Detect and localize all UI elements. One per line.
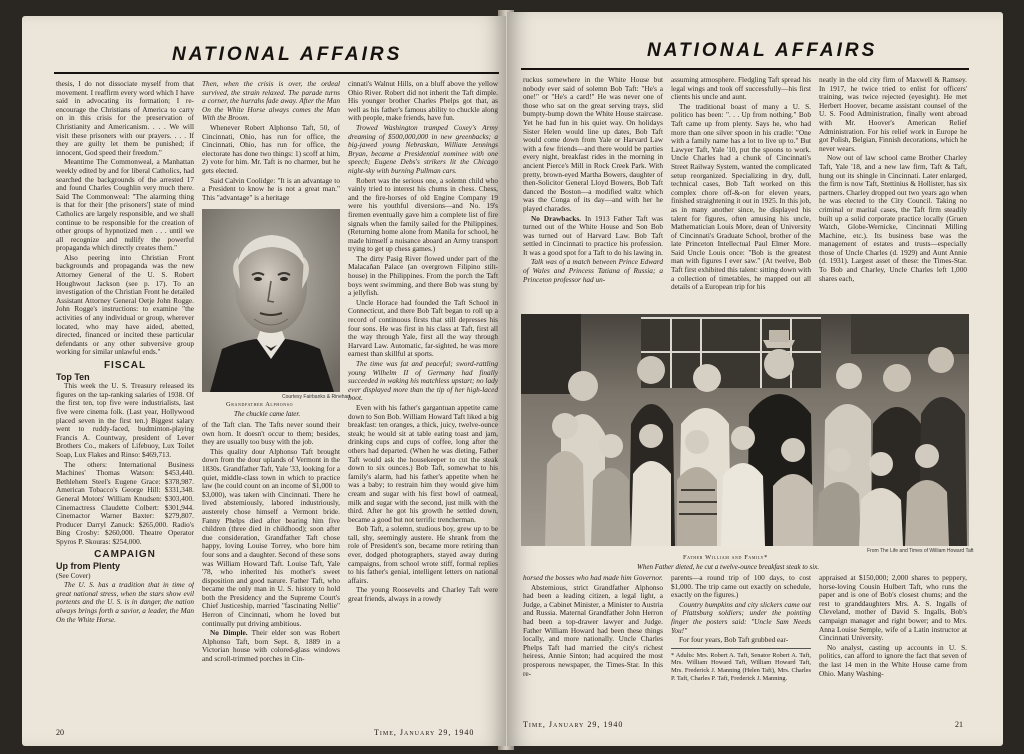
paragraph: Also peering into Christian Front backgrounds and propaganda was the new Attorney General of the U. S. Robert Houghwout Jackson (see p. 17). To an investigation of the Christian Front he detailed Assistant Attorney General Oetje John Rogge. John Rogge's instructions: to examine "the activities of any individual or group, wherever located, who may have aided, abetted, directed, financed or incited these particular defendants or any other subversive group working for similar unlawful ends."	[56, 252, 194, 357]
paragraph: Country bumpkins and city slickers came out of Plattsburg soldiers; under the pointing finger the posters said: "Uncle Sam Needs You!"	[671, 599, 811, 635]
paragraph: Robert was the serious one, a solemn child who vainly tried to interest his chums in chess. Chess, and the fire-horses of old Engine Company 19 were his youthful diversions—and No. 19's firemen eventually gave him a complete list of fire signals when the family sailed for the Philippines. (Returning home alone from Manila for school, he made himself a nuisance aboard an Army transport trying to get up chess games.)	[348, 175, 498, 254]
right-column-3	[819, 76, 967, 312]
paragraph: The time was fat and peaceful; sword-rattling young Wilhelm II of Germany had finally succeeded in waking his matchless upstart; no lady ever displayed more than the tip of her high-laced boot.	[348, 359, 498, 403]
paragraph: appraised at $150,000; 2,000 shares to peppery, horse-loving Cousin Hulbert Taft, who runs the paper and is one of Bob's closest chums; and the rest to granddaughters Mrs. A. S. Ingalls of Cleveland, mother of David S. Ingalls, Bob's campaign manager and right bower; and to Mrs. Anna Louise Semple, wife of a Latin instructor at Cincinnati University.	[819, 574, 967, 643]
section-heading-fiscal: FISCAL	[103, 360, 147, 371]
paragraph: Now out of law school came Brother Charley Taft, Yale '18, and a new law firm, Taft & Taft, hung out its shingle in Cincinnati. Later enlarged, the firm is now Taft, Stettinius & Hollister, has six partners. Charley dropped out two years ago when he was elected to the City Council. Taking no criminal or marital cases, the Taft firm steadily built up a solid corporate practice locally (Gruen Watch, Globe-Wernicke, Cincinnati Milling Machine, etc.). Its business base was the management of estates and trusts—especially those of Uncle Charles (d. 1929) and Aunt Annie (d. 1931). Largest asset of these: the Times-Star. To Bob and Charley, Uncle Charles left 1,000 shares each,	[819, 153, 967, 283]
page-number: 20	[56, 728, 64, 737]
paragraph: thesis, I do not dissociate myself from that movement. I reaffirm every word which I have said in advocating its formation; I re-encourage the Christians of America to carry on in this crisis for the preservation of Christianity and Americanism. . . . We will visit these prisoners with our prayers. . . . If they are guilty let them be punished; if innocent, God speed their freedom."	[56, 80, 194, 157]
paragraph: Then, when the crisis is over, the ordeal survived, the strain relaxed. The parade turns a corner, the hurrahs fade away. After the Man On the White Horse always comes the Man With the Broom.	[202, 80, 340, 123]
issue-date: Time, January 29, 1940	[523, 720, 624, 729]
right-column-2	[671, 76, 811, 312]
paragraph: The young Roosevelts and Charley Taft were great friends, always in a rowdy	[348, 585, 498, 604]
paragraph: The others: International Business Machines' Thomas Watson: $453,440. Bethlehem Steel's Eugene Grace: $378,987. American Tobacco's George Hill: $331,348. General Motors' William Knudsen: $303,400. Cinemactress Claudette Colbert: $301,944. Cinemactor Warner Baxter: $279,807. Producer Darryl Zanuck: $265,000. Radio's Bing Crosby: $260,000. Theatre Operator Spyros P. Skouras: $254,000.	[56, 459, 194, 546]
left-column-2-top	[202, 80, 340, 204]
paragraph: of the Taft clan. The Tafts never sound their own horn. It doesn't occur to them; besides, they are usually too busy with the job.	[202, 421, 340, 447]
footnote: * Adults: Mrs. Robert A. Taft, Senator Robert A. Taft, Mrs. William Howard Taft, William Howard Taft, Mrs. Frederick J. Manning (Helen Taft), Mrs. Charles P. Taft, Charles P. Taft, Frederick J. Manning.	[671, 651, 811, 682]
paragraph: cinnati's Walnut Hills, on a bluff above the yellow Ohio River. Robert did not inherit the Taft dimple. His younger brother Charles Phelps got that, as well as his father's famous ability to chuckle along with people, make friends, have fun.	[348, 80, 498, 123]
subheading-top-ten: Top Ten	[56, 371, 90, 382]
paragraph: Meantime The Commonweal, a Manhattan weekly edited by and for liberal Catholics, had searched the backgrounds of the arrested 17 and found Charles Coughlin very much there. Said The Commonweal: "The alarming thing is that for their [the prisoners'] state of mind Catholics are largely responsible, and we shall continue to be responsible for the creation of other groups of hypnotized men . . . until we all recognize and nullify the powerful propaganda which directly creates them."	[56, 157, 194, 253]
paragraph: The dirty Pasig River flowed under part of the Malacañan Palace (an overgrown Filipino stilt-house) in the Philippines. From the porch the Taft boys went swimming, and there Bob was stung by a jellyfish.	[348, 253, 498, 298]
paragraph: Said Calvin Coolidge: "It is an advantage to a President to know he is not a great man." This "advantage" is a heritage	[202, 175, 340, 202]
paragraph: assuming atmosphere. Fledgling Taft spread his legal wings and took off successfully—his first clients his uncle and aunt.	[671, 76, 811, 102]
page-number: 21	[955, 720, 963, 729]
header-rule	[521, 68, 969, 70]
paragraph: horsed the bosses who had made him Governor.	[523, 574, 663, 582]
photo-credit: From The Life and Times of William Howard Taft	[867, 548, 974, 554]
paragraph: Whenever Robert Alphonso Taft, 50, of Cincinnati, Ohio, has run for office, the Cincinnati, Ohio, has run for office, the electorate has done two things: 1) scoff at him, 2) vote for him. Mr. Taft is no charmer, but he gets elected.	[202, 122, 340, 175]
left-column-1	[56, 80, 194, 730]
photo-caption: Father William and Family*	[683, 554, 768, 561]
right-bottom-column-1	[523, 574, 663, 714]
footnote-rule	[671, 648, 811, 649]
family-illustration	[521, 314, 969, 546]
page-header: NATIONAL AFFAIRS	[647, 40, 878, 61]
photo-caption: Grandfather Alphonso	[226, 401, 294, 408]
right-bottom-column-2	[671, 574, 811, 714]
paragraph: Bob Taft, a solemn, studious boy, grew up to be tall, shy, seemingly austere. He shrank from the role of President's son, became more retiring than ever, dodged photographers, stayed away during campaigns, from school wrote stiff, formal replies to his father's genial, intelligent letters on national affairs.	[348, 524, 498, 585]
paragraph: The U. S. has a tradition that in time of great national stress, when the stars show evil portents and the U. S. is in danger, the nation always brings forth a savior, a leader, the Man On the White Horse.	[56, 580, 194, 624]
issue-date: Time, January 29, 1940	[374, 728, 475, 737]
left-column-3	[348, 80, 498, 730]
section-heading-campaign: CAMPAIGN	[94, 549, 156, 561]
paragraph: No Dimple. Their elder son was Robert Alphonso Taft, born Sept. 8, 1889 in a Victorian house with colored-glass windows and scroll-trimmed porches in Cin-	[202, 628, 340, 664]
paragraph: No analyst, casting up accounts in U. S. politics, can afford to ignore the fact that seven of the last 14 men in the White House came from Ohio. Many Washing-	[819, 642, 967, 678]
paragraph: neatly in the old city firm of Maxwell & Ramsey. In 1917, he twice tried to enlist for officers' training, was twice rejected (eyesight). He met Herbert Hoover, became assistant counsel of the U. S. Food Administration, finally went abroad with Mr. Hoover's American Relief Administration. For his relief work in Europe he got Polish, Belgian, Finnish decorations, which he never wears.	[819, 76, 967, 153]
paragraph: ruckus somewhere in the White House but nobody ever said of solemn Bob Taft: "He's a one!" or "He's a card!" He was never one of those who sat on the great serving trays, slid bumpty-bump down the White House staircase. Yet he had fun in his quiet way. On holidays Sister Helen would line up dates, Bob Taft would come down from Yale or Harvard Law with a few friends—and there would be parties every night, breakfast rides in the morning in ancient Pierce's Mill in Rock Creek Park. With pretty, brown-eyed Martha Bowers, daughter of then-Solicitor General Lloyd Bowers, Bob Taft danced the Boston—a modified waltz which was the Conga of its day—and with her he played charades.	[523, 76, 663, 213]
left-page	[22, 16, 506, 746]
subheading-up-from-plenty: Up from Plenty	[56, 561, 121, 572]
paragraph: Trowed Washington tramped Coxey's Army dreaming of $500,000,000 in new greenbacks; a big-jawed young Nebraskan, William Jennings Bryan, became a Presidential nominee with one speech; Eugene Debs's strikers lit the Chicago night-sky with burning Pullman cars.	[348, 122, 498, 175]
paragraph: This week the U. S. Treasury released its figures on the tap-ranking salaries of 1938. Of the first ten, top five were industrialists, last five were cinema folk. (Last year, Hollywood placed seven in the first ten.) Biggest salary went to ruddy-faced, budminton-playing Francis A. Countway, president of Lever Brothers Co., makers of Lifebuoy, Lux Toilet Soap, Lux Flakes and Rinso: $469,713.	[56, 381, 194, 459]
right-bottom-column-3	[819, 574, 967, 714]
paragraph: Abstemious, strict Grandfather Alphonso had been a leading citizen, a legal light, a Judge, a Cabinet Minister, a Minister to Austria and Russia. Maternal Grandfather John Herron had been a top-drawer lawyer and Judge. Father William Howard had been these things locally, and more nationally. Uncle Charles Phelps Taft had married the city's richest heiress, Annie Sinton; had acquired the most prosperous newspaper, the Times-Star. In this re-	[523, 582, 663, 678]
paragraph: The traditional boast of many a U. S. politico has been: ". . . Up from nothing." Bob Taft came up from plenty. Says he, who had more than one silver spoon in his cradle: "One with a family name has a lot to live up to." But Lawyer Taft, Yale '10, put the spoons to work. Uncle Charles had a chunk of Cincinnati's Street Railway System, wanted the complicated setup reorganized. Specializing in dry, dull, technical cases, Bob Taft worked on this complex chore off-&-on for eleven years, finished straightening it out in 1925. In this job, as in many another since, he displayed his talent for figures, often amusing his uncle, Mathematician Louis More, dean of University of Cincinnati's Graduate School, brother of the late Princeton Intellectual Paul Elmer More. Said Uncle Louis once: "Bob is the greatest man with figures I ever saw." (At twelve, Bob Taft first exhibited this talent: sitting down with a collection of timetables, he mapped out all details of a European trip for his	[671, 101, 811, 292]
paragraph: Talk was of a match between Prince Edward of Wales and Princess Tatiana of Russia; a Princeton professor had un-	[523, 257, 663, 284]
paragraph: parents—a round trip of 100 days, to cost $1,000. The trip came out exactly on schedule, exactly on the figures.)	[671, 574, 811, 600]
photo-credit: Courtesy Fairbanks & Rinehart	[282, 394, 351, 400]
run-in-heading: No Drawbacks.	[531, 213, 581, 223]
right-page	[507, 12, 1003, 746]
portrait-illustration	[202, 209, 340, 392]
see-cover-note: (See Cover)	[56, 571, 91, 580]
right-column-1	[523, 76, 663, 312]
portrait-photo	[202, 209, 340, 392]
paragraph: This quality dour Alphonso Taft brought down from the dour uplands of Vermont in the 1830s. Grandfather Taft, Yale '33, looking for a quiet, middle-class town in which to practice law (he could count on an income of $1,000 to $3,000), was taken with Cincinnati. There he lived abstemiously, labored industriously, austerely chose himself a Vermont bride. Fanny Phelps died after bearing him five children (three died in childhood); soon after due consideration, Grandfather Taft chose happy, loving Louise Torrey, who bore him four sons and a daughter. Second of these sons was William Howard Taft. Louise Taft, Yale '78, who inherited his mother's sweet disposition and good nature. Father Taft, who became the only man in U. S. history to hold both the Presidency and the Supreme Court's Chief Justiceship, married "fascinating Nellie" Herron of Cincinnati, whom he loved but continually put driving ambitious.	[202, 446, 340, 628]
photo-caption-italic: When Father dieted, he cut a twelve-ounce breakfast steak to six.	[637, 563, 820, 571]
paragraph: No Drawbacks. In 1913 Father Taft was turned out of the White House and Son Bob was turned out of Harvard Law. Bob Taft settled in Cincinnati to practice his profession. It was a good spot for a Taft to do his lawing in.	[523, 213, 663, 257]
paragraph: Uncle Horace had founded the Taft School in Connecticut, and there Bob Taft began to roll up a record of continuous firsts that still depresses his four sons. He was first in his class at Taft, first all the way through Yale, first all the way through Harvard Law. Automatic, far-sighted, he was more earnest than skillful at sports.	[348, 297, 498, 359]
paragraph: Even with his father's gargantuan appetite came down to Son Bob. William Howard Taft liked a big breakfast: ten oranges, a thick, juicy, twelve-ounce steak; he would sit at table eating toast and jam, drinking cups and cups of coffee, long after the others had departed. (When he was dieting, Father Taft would ask the housekeeper to cut the steak down to six ounces.) Bob Taft, somewhat to his family's alarm, had his father's appetite when he was a baby; to restrain him they would give him cream and sugar with his first bowl of oatmeal, milk and sugar with the second, just milk with the third. After he got his growth he settled down, became a good but not terrific trencherman.	[348, 402, 498, 524]
paragraph: For four years, Bob Taft grubbed ear-	[679, 635, 789, 645]
family-photo	[521, 314, 969, 546]
page-header: NATIONAL AFFAIRS	[172, 44, 403, 65]
photo-caption-italic: The chuckle came later.	[234, 410, 301, 418]
run-in-heading: No Dimple.	[210, 628, 248, 638]
header-rule	[54, 72, 499, 74]
left-column-2-bottom	[202, 421, 340, 731]
